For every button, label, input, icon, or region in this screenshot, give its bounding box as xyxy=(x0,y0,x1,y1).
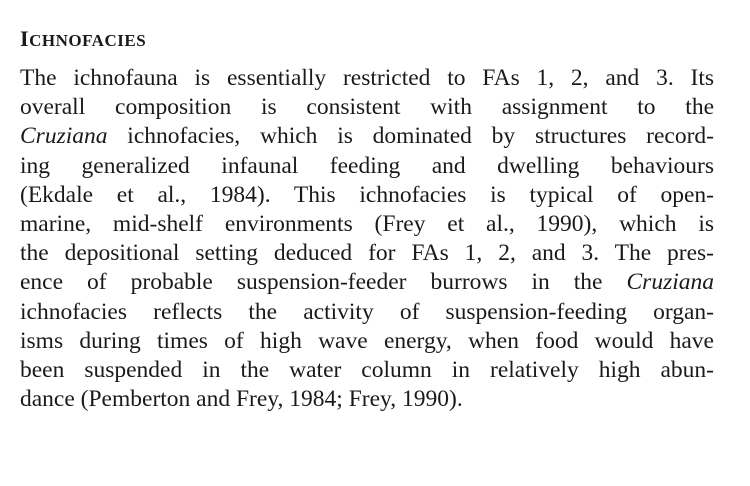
paragraph-line xyxy=(20,239,714,268)
line-text: overall composition is consistent with assignment to the xyxy=(20,94,714,121)
line-text: dance (Pemberton and Frey, 1984; Frey, 1990). xyxy=(20,386,463,413)
line-text: isms during times of high wave energy, when food would have xyxy=(20,327,714,354)
line-text: ing generalized infaunal feeding and dwelling behaviours xyxy=(20,152,714,179)
paragraph-line xyxy=(20,152,714,181)
body-paragraph xyxy=(20,64,714,414)
line-text: ence of probable suspension-feeder burrows in the xyxy=(20,269,627,296)
paragraph-line xyxy=(20,93,714,122)
paragraph-line xyxy=(20,64,714,93)
line-text: ichnofacies reflects the activity of suspension-feeding organ- xyxy=(20,298,714,325)
line-text: marine, mid-shelf environments (Frey et al., 1990), which is xyxy=(20,210,714,237)
heading-smallcaps: CHNOFACIES xyxy=(29,31,147,50)
paragraph-line xyxy=(20,356,714,385)
line-text: been suspended in the water column in relatively high abun- xyxy=(20,356,714,383)
section-heading xyxy=(20,27,146,53)
line-text: the depositional setting deduced for FAs 1, 2, and 3. The pres- xyxy=(20,240,714,267)
paragraph-line xyxy=(20,181,714,210)
paragraph-line xyxy=(20,122,714,151)
paragraph-line xyxy=(20,327,714,356)
taxon-name: Cruziana xyxy=(626,269,714,296)
line-text: The ichnofauna is essentially restricted to FAs 1, 2, and 3. Its xyxy=(20,65,714,91)
heading-initial: I xyxy=(20,26,30,51)
paragraph-line xyxy=(20,385,714,414)
paragraph-line xyxy=(20,210,714,239)
paragraph-line xyxy=(20,298,714,327)
line-text: ichnofacies, which is dominated by structures record- xyxy=(107,123,714,150)
paragraph-line xyxy=(20,268,714,297)
line-text: (Ekdale et al., 1984). This ichnofacies is typical of open- xyxy=(20,181,714,208)
taxon-name: Cruziana xyxy=(20,123,108,150)
